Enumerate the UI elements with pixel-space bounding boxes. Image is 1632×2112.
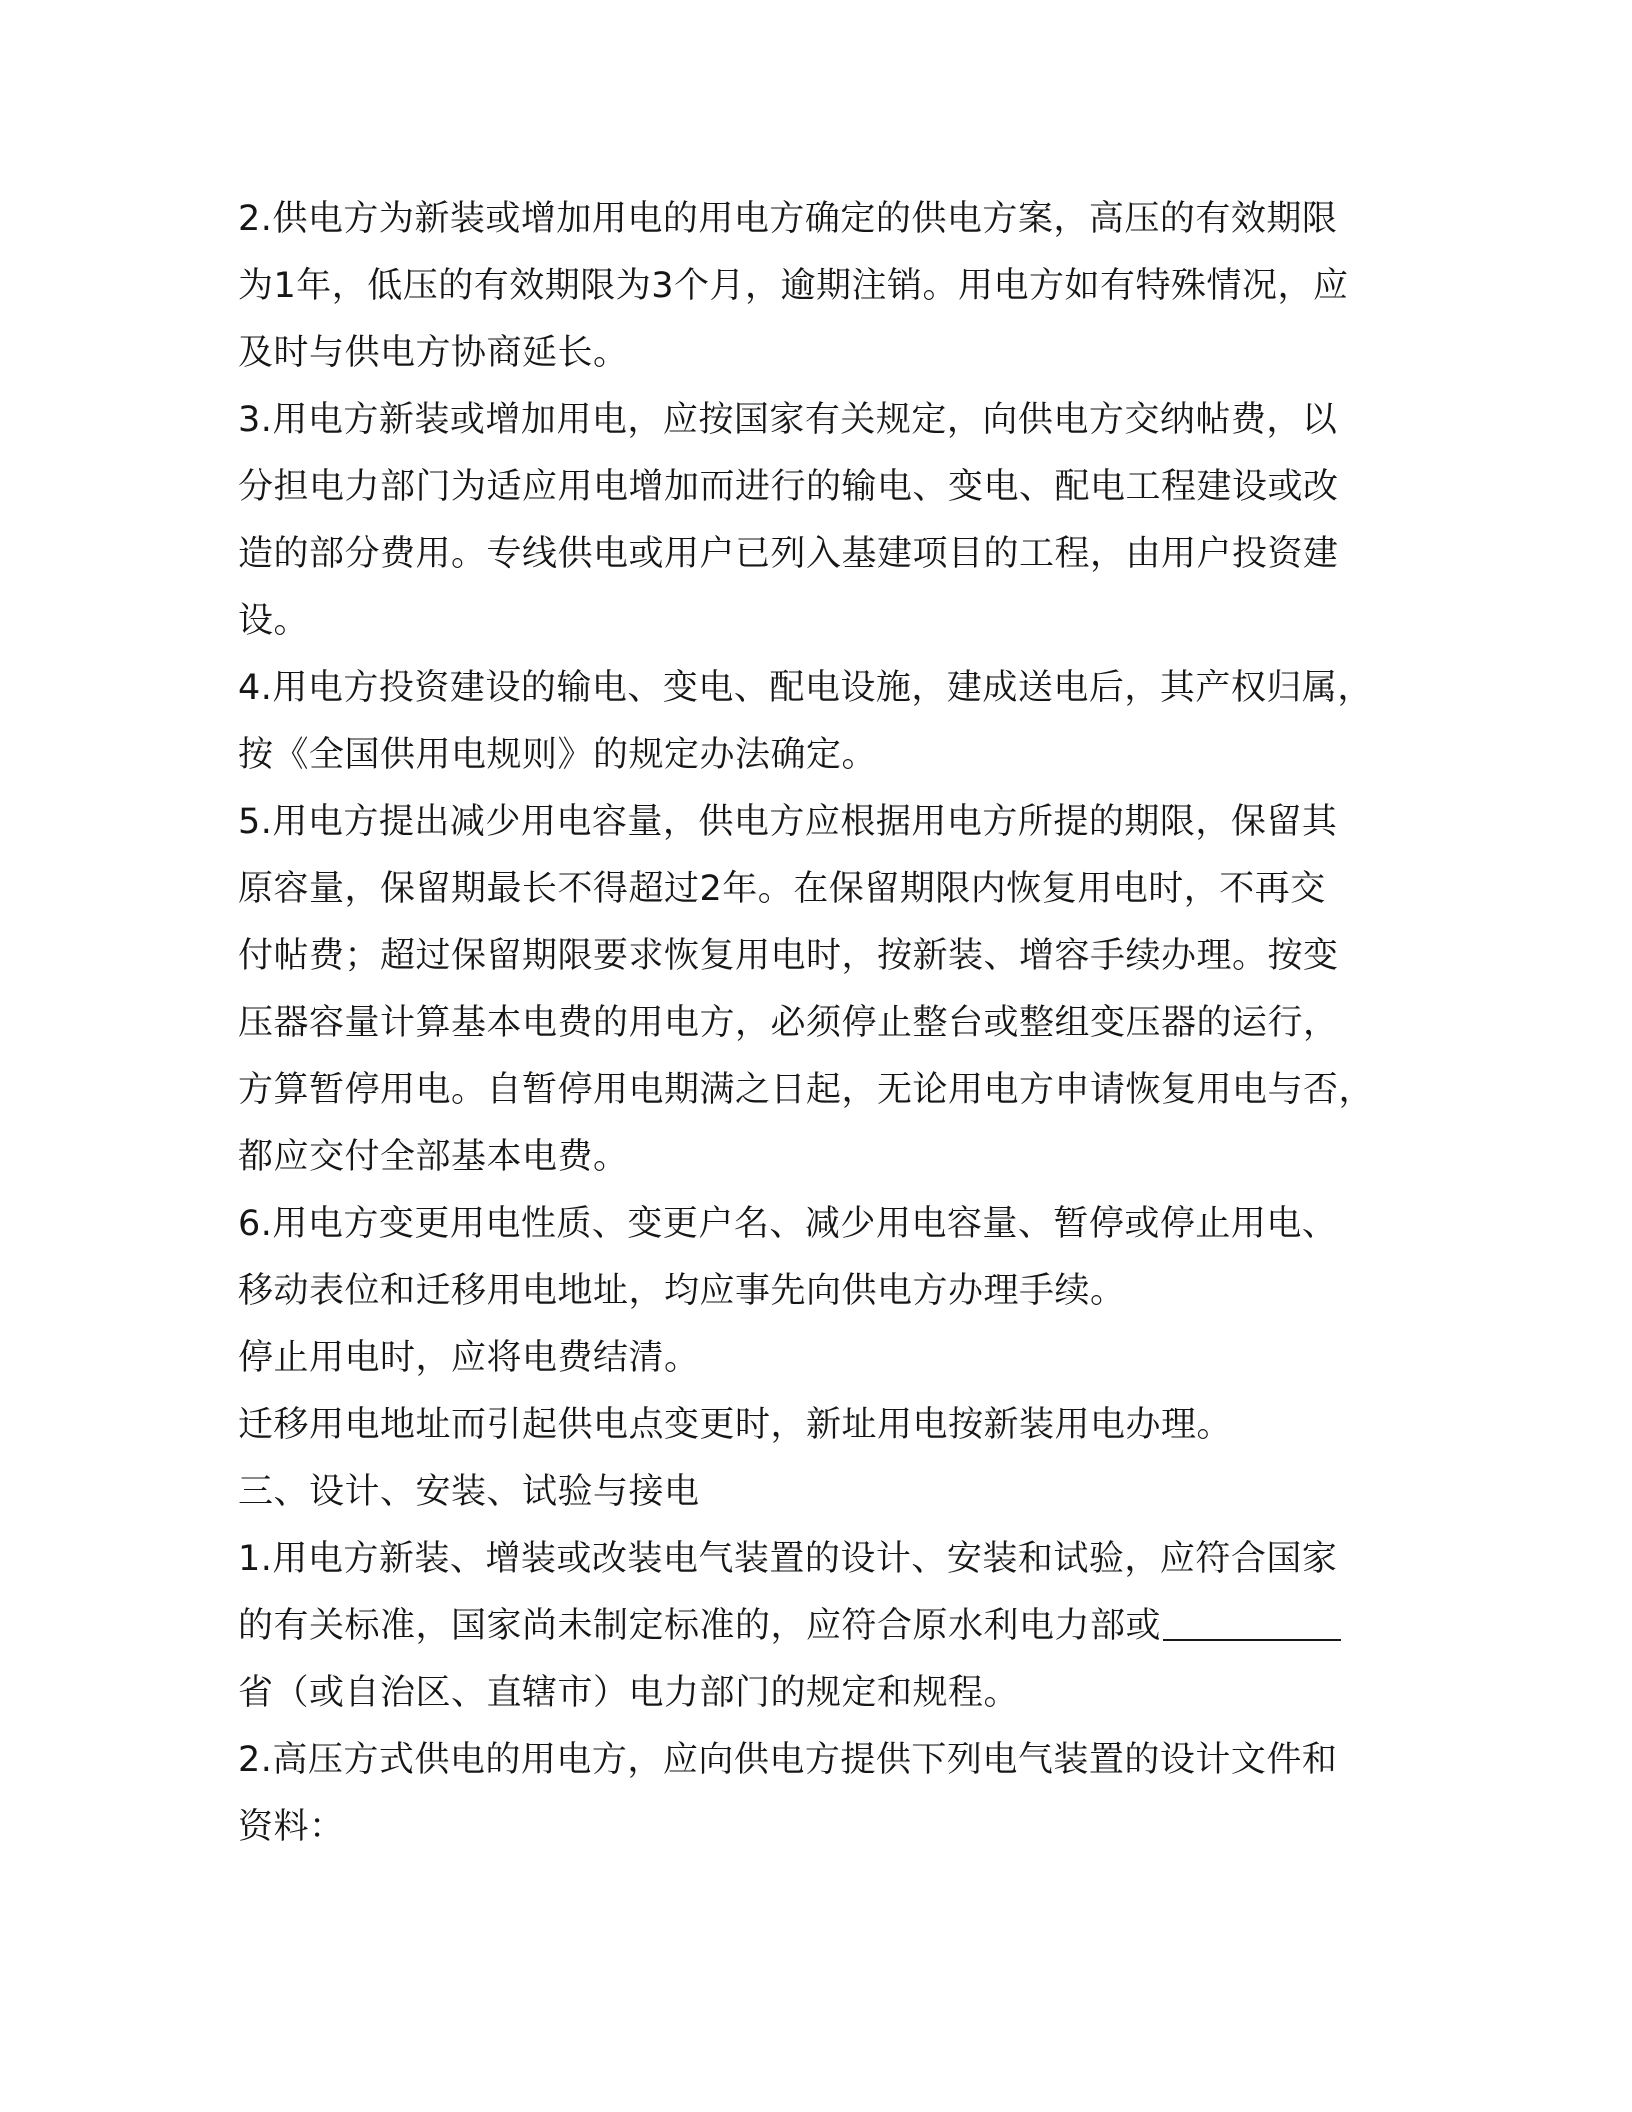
- section-heading: 三、设计、安装、试验与接电: [238, 1472, 700, 1512]
- text-line: 分担电力部门为适应用电增加而进行的输电、变电、配电工程建设或改: [238, 467, 1339, 507]
- fill-in-blank: [1163, 1593, 1341, 1641]
- text-line: 付帖费；超过保留期限要求恢复用电时，按新装、增容手续办理。按变: [238, 936, 1339, 976]
- text-line: 1.用电方新装、增装或改装电气装置的设计、安装和试验，应符合国家: [238, 1539, 1338, 1579]
- text-line: 方算暂停用电。自暂停用电期满之日起，无论用电方申请恢复用电与否，: [238, 1070, 1375, 1110]
- text-line: 设。: [238, 601, 310, 641]
- text-line-with-blank: [238, 1593, 1398, 1660]
- text-line: 移动表位和迁移用电地址，均应事先向供电方办理手续。: [238, 1271, 1126, 1311]
- text-line: 6.用电方变更用电性质、变更户名、减少用电容量、暂停或停止用电、: [238, 1204, 1338, 1244]
- document-body: [238, 186, 1398, 1861]
- text-line: 的有关标准，国家尚未制定标准的，应符合原水利电力部或: [238, 1606, 1162, 1646]
- text-line: 压器容量计算基本电费的用电方，必须停止整台或整组变压器的运行，: [238, 1003, 1339, 1043]
- text-line: 3.用电方新装或增加用电，应按国家有关规定，向供电方交纳帖费，以: [238, 400, 1338, 440]
- text-line: 原容量，保留期最长不得超过2年。在保留期限内恢复用电时，不再交: [238, 869, 1326, 909]
- text-line: 及时与供电方协商延长。: [238, 333, 629, 373]
- text-line: 为1年，低压的有效期限为3个月，逾期注销。用电方如有特殊情况，应: [238, 266, 1349, 306]
- text-line: 2.供电方为新装或增加用电的用电方确定的供电方案，高压的有效期限: [238, 199, 1338, 239]
- text-line: 5.用电方提出减少用电容量，供电方应根据用电方所提的期限，保留其: [238, 802, 1338, 842]
- text-line: 省（或自治区、直辖市）电力部门的规定和规程。: [238, 1673, 1020, 1713]
- text-line: 按《全国供用电规则》的规定办法确定。: [238, 735, 878, 775]
- text-line: 迁移用电地址而引起供电点变更时，新址用电按新装用电办理。: [238, 1405, 1233, 1445]
- text-line: 资料：: [238, 1807, 345, 1847]
- text-line: 停止用电时，应将电费结清。: [238, 1338, 700, 1378]
- text-line: 都应交付全部基本电费。: [238, 1137, 629, 1177]
- text-line: 造的部分费用。专线供电或用户已列入基建项目的工程，由用户投资建: [238, 534, 1339, 574]
- text-line: 4.用电方投资建设的输电、变电、配电设施，建成送电后，其产权归属，: [238, 668, 1373, 708]
- text-line: 2.高压方式供电的用电方，应向供电方提供下列电气装置的设计文件和: [238, 1740, 1338, 1780]
